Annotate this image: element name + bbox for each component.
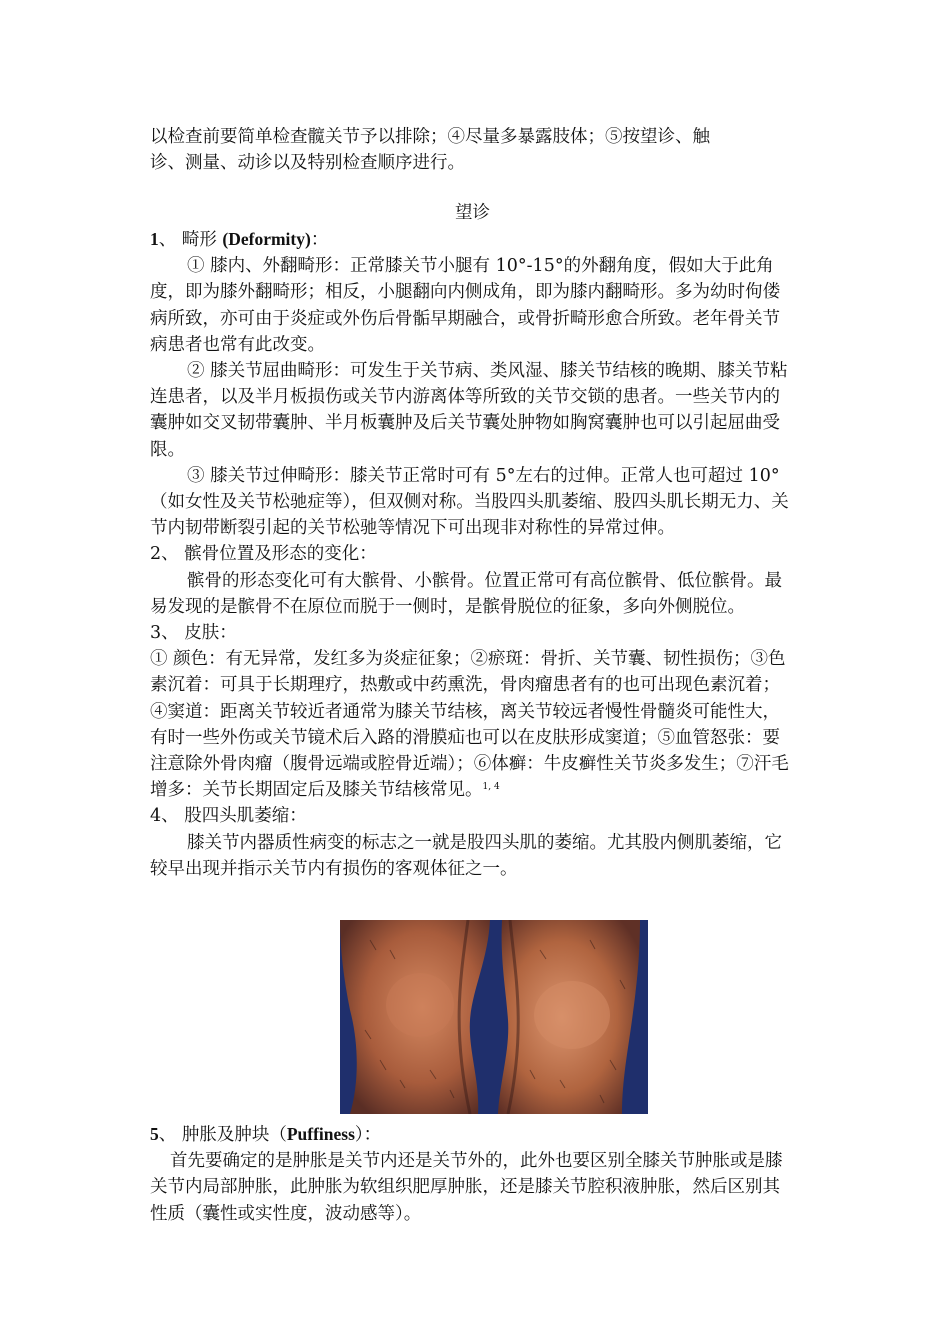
heading-deformity [150,226,795,253]
deformity-valgus-paragraph: ① 膝内、外翻畸形：正常膝关节小腿有 10°-15°的外翻角度，假如大于此角度，即为膝外翻畸形；相反，小腿翻向内侧成角，即为膝内翻畸形。多为幼时佝偻病所致，亦可由于炎症或外伤后骨骺早期融合，或骨折畸形愈合所致。老年骨关节病患者也常有此改变。 [150,256,780,355]
heading-atrophy: 4、 股四头肌萎缩： [150,806,307,827]
heading-title: 畸形 [181,230,217,250]
section-swelling [150,1121,795,1227]
heading-patella: 2、 髌骨位置及形态的变化： [150,544,377,565]
reference-superscript: 1, 4 [482,782,500,793]
heading-title-en: (Deformity) [222,229,311,249]
intro-text [150,124,795,176]
skin-text: ① 颜色：有无异常，发红多为炎症征象；②瘀斑：骨折、关节囊、韧性损伤；③色素沉着：可具于长期理疗，热敷或中药熏洗，骨肉瘤患者有的也可出现色素沉着；④窦道：距离关节较近者通常为膝关节结核，离关节较远者慢性骨髓炎可能性大，有时一些外伤或关节镜术后入路的滑膜疝也可以在皮肤形成窦道；⑤血管怒张：要注意除外骨肉瘤（腹骨远端或腔骨近端）；⑥体癣：牛皮癣性关节炎多发生；⑦汗毛增多：关节长期固定后及膝关节结核常见。 [150,649,789,801]
intro-line-1: 以检查前要简单检查髋关节予以排除；④尽量多暴露肢体；⑤按望诊、触 [150,127,710,147]
heading-swelling [150,1121,795,1148]
heading-end: ： [310,230,329,250]
skin-paragraph [150,646,795,803]
deformity-hyperextension-paragraph: ③ 膝关节过伸畸形：膝关节正常时可有 5°左右的过伸。正常人也可超过 10°（如女性及关节松驰症等），但双侧对称。当股四头肌萎缩、股四头肌长期无力、关节内韧带断裂引起的关节松驰等情况下可出现非对称性的异常过伸。 [150,465,789,539]
patella-paragraph: 髌骨的形态变化可有大髌骨、小髌骨。位置正常可有高位髌骨、低位髌骨。最易发现的是髌骨不在原位而脱于一侧时，是髌骨脱位的征象，多向外侧脱位。 [150,570,782,617]
knees-photo-icon [340,920,648,1114]
heading-title: 肿胀及肿块（ [181,1125,287,1145]
swelling-paragraph: 首先要确定的是肿胀是关节内还是关节外的，此外也要区别全膝关节肿胀或是膝关节内局部肿胀，此肿胀为软组织肥厚肿胀，还是膝关节腔积液肿胀，然后区别其性质（囊性或实性度，波动感等）。 [150,1151,783,1224]
heading-title-en: Puffiness [286,1124,355,1144]
heading-skin: 3、 皮肤： [150,623,237,644]
heading-number: 1 [150,229,159,249]
heading-sep: 、 [158,1125,177,1145]
knees-photo [340,920,648,1114]
section-title-text: 望诊 [455,203,490,223]
heading-sep: 、 [158,230,177,250]
deformity-flexion-paragraph: ② 膝关节屈曲畸形：可发生于关节病、类风湿、膝关节结核的晚期、膝关节粘连患者，以及半月板损伤或关节内游离体等所致的关节交锁的患者。一些关节内的囊肿如交叉韧带囊肿、半月板囊肿及后关节囊处肿物如胸窝囊肿也可以引起屈曲受限。 [150,361,788,460]
intro-line-2: 诊、测量、动诊以及特别检查顺序进行。 [150,153,465,174]
section-deformity [150,226,795,882]
heading-end: ）： [354,1125,382,1145]
heading-number: 5 [150,1124,159,1144]
section-title [150,200,795,226]
atrophy-paragraph: 膝关节内器质性病变的标志之一就是股四头肌的萎缩。尤其股内侧肌萎缩，它较早出现并指示关节内有损伤的客观体征之一。 [150,832,782,879]
